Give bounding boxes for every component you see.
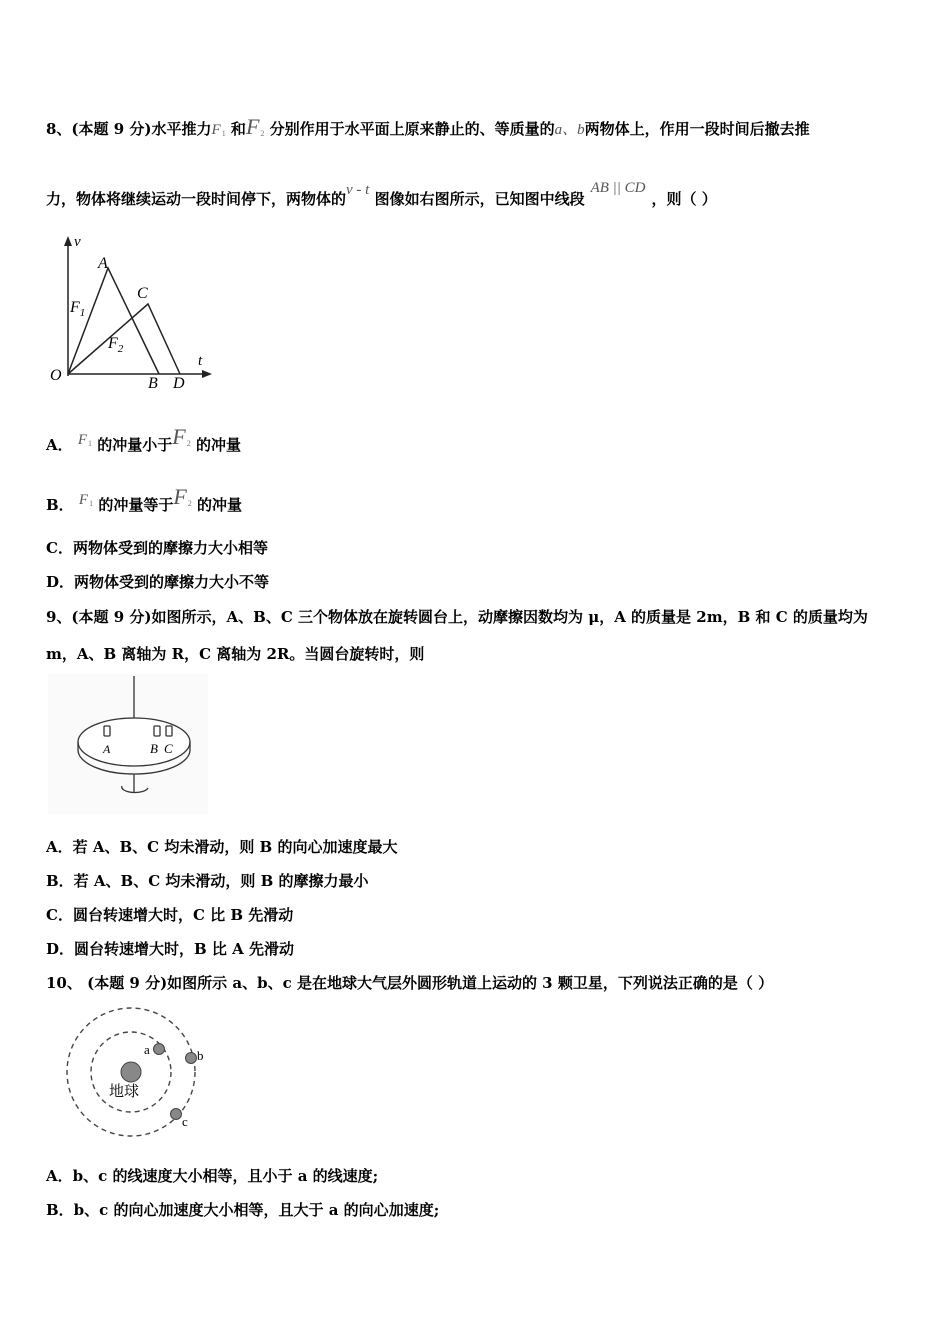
q9-option-b: B．若 A、B、C 均未滑动，则 B 的摩擦力最小 xyxy=(46,872,369,890)
t-axis-arrow xyxy=(202,370,212,378)
q8-text: 和 xyxy=(230,120,246,138)
label-c: C xyxy=(137,285,148,302)
q8-text: 力，物体将继续运动一段时间停下，两物体的 xyxy=(46,190,347,208)
v-axis-arrow xyxy=(64,236,72,246)
math-ab-cd: AB || CD xyxy=(590,180,646,196)
satellite-c xyxy=(171,1109,182,1120)
q9-option-d: D．圆台转速增大时，B 比 A 先滑动 xyxy=(46,940,294,958)
turntable-figure xyxy=(48,674,208,814)
math-b: b xyxy=(577,122,585,138)
line-f1 xyxy=(68,268,159,374)
vt-graph xyxy=(48,228,218,398)
q8-option-c: C．两物体受到的摩擦力大小相等 xyxy=(46,539,268,557)
q9-option-a: A．若 A、B、C 均未滑动，则 B 的向心加速度最大 xyxy=(46,838,398,856)
q10-stem: 10、 (本题 9 分)如图所示 a、b、c 是在地球大气层外圆形轨道上运动的 3 颗卫星，下列说法正确的是（ ） xyxy=(46,974,774,992)
label-b: B xyxy=(150,741,158,756)
math-f1: $F_1$ xyxy=(78,492,94,508)
label-a: A xyxy=(98,255,108,272)
label-v: v xyxy=(74,234,81,250)
math-f1: $F_1$ xyxy=(211,122,226,138)
math-f1: $F_1$ xyxy=(77,432,93,448)
q10-option-a: A．b、c 的线速度大小相等，且小于 a 的线速度; xyxy=(46,1167,379,1185)
q8-stem-line2 xyxy=(46,180,717,209)
orbit-figure xyxy=(60,1002,220,1142)
label-b: B xyxy=(148,375,158,392)
q8-option-d: D．两物体受到的摩擦力大小不等 xyxy=(46,573,270,591)
q8-option-b: B． $F_1$ 的冲量等于$F_2$ 的冲量 xyxy=(46,484,243,514)
q8-option-a: A． $F_1$ 的冲量小于$F_2$ 的冲量 xyxy=(46,424,241,454)
label-c: C xyxy=(164,741,173,756)
label-earth: 地球 xyxy=(109,1084,140,1100)
label-a: A xyxy=(103,742,111,756)
label-b: b xyxy=(197,1048,204,1063)
label-a: a xyxy=(144,1042,150,1057)
math-f2: $F_2$ xyxy=(172,424,191,449)
q9-stem-line2: m，A、B 离轴为 R，C 离轴为 2R。当圆台旋转时，则 xyxy=(46,645,425,663)
disk-top xyxy=(78,718,190,766)
label-o: O xyxy=(50,367,62,384)
earth xyxy=(121,1062,141,1082)
q8-text: 图像如右图所示，已知图中线段 xyxy=(374,190,585,208)
label-f2: $F_2$ xyxy=(108,335,124,355)
math-a: a xyxy=(554,122,563,138)
label-c: c xyxy=(182,1114,188,1129)
q8-text: 两物体上，作用一段时间后撤去推 xyxy=(584,120,810,138)
q10-option-b: B．b、c 的向心加速度大小相等，且大于 a 的向心加速度; xyxy=(46,1201,440,1219)
satellite-b xyxy=(186,1053,197,1064)
q8-text: 分别作用于水平面上原来静止的、等质量的 xyxy=(269,120,555,138)
math-sep: 、 xyxy=(562,122,578,138)
math-f2: $F_2$ xyxy=(173,484,192,509)
q9-option-c: C．圆台转速增大时，C 比 B 先滑动 xyxy=(46,906,294,924)
label-d: D xyxy=(173,375,185,392)
q8-text: 8、(本题 9 分)水平推力 xyxy=(46,120,212,138)
q8-stem-line1 xyxy=(46,114,810,140)
q9-stem-line1: 9、(本题 9 分)如图所示，A、B、C 三个物体放在旋转圆台上，动摩擦因数均为 μ，A 的质量是 2m，B 和 C 的质量均为 xyxy=(46,608,868,626)
label-f1: $F_1$ xyxy=(70,299,86,319)
math-vt: v - t xyxy=(346,182,370,198)
math-f2: $F_2$ xyxy=(245,114,265,139)
label-t: t xyxy=(198,353,203,369)
satellite-a xyxy=(154,1044,165,1055)
q8-text: ，则（ ） xyxy=(651,190,717,208)
